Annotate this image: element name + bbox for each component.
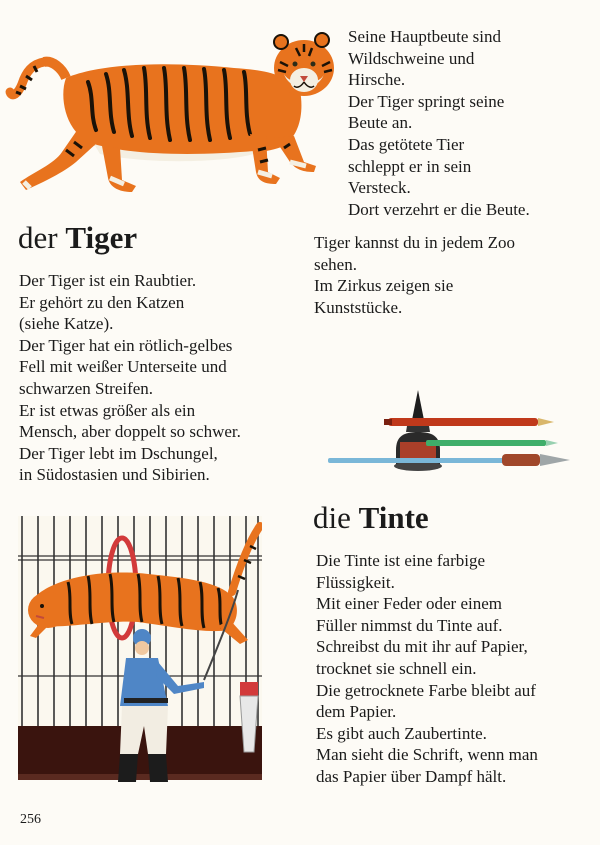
text-line: Der Tiger springt seine xyxy=(348,91,505,111)
tiger-heading xyxy=(18,220,137,256)
text-line: Der Tiger hat ein rötlich-gelbes xyxy=(19,335,233,355)
text-line: Mit einer Feder oder einem xyxy=(316,594,502,614)
text-line: Mensch, aber doppelt so schwer. xyxy=(19,422,241,442)
text-line: Der Tiger lebt im Dschungel, xyxy=(19,443,218,463)
text-line: (siehe Katze). xyxy=(19,314,114,334)
tiger-right-indented-paragraph xyxy=(348,26,530,220)
text-line: Wildschweine und xyxy=(348,48,475,68)
text-line: Er gehört zu den Katzen xyxy=(19,292,185,312)
text-line: Das getötete Tier xyxy=(348,134,465,154)
tiger-walking-illustration xyxy=(4,22,340,200)
text-line: Man sieht die Schrift, wenn man xyxy=(316,745,538,765)
text-line: Schreibst du mit ihr auf Papier, xyxy=(316,637,528,657)
page-number: 256 xyxy=(20,812,41,827)
text-line: Versteck. xyxy=(348,178,411,198)
text-line: Flüssigkeit. xyxy=(316,572,395,592)
text-line: Die Tinte ist eine farbige xyxy=(316,551,486,570)
text-line: Beute an. xyxy=(348,113,413,133)
text-line: Der Tiger ist ein Raubtier. xyxy=(19,271,197,290)
text-line: Es gibt auch Zaubertinte. xyxy=(316,723,487,743)
text-line: Fell mit weißer Unterseite und xyxy=(19,357,227,377)
ink-and-pens-illustration xyxy=(326,380,576,476)
text-line: Er ist etwas größer als ein xyxy=(19,400,196,420)
text-line: schleppt er in sein xyxy=(348,156,472,176)
text-line: Kunststücke. xyxy=(314,297,403,317)
tiger-heading-word: Tiger xyxy=(65,220,138,255)
text-line: Seine Hauptbeute sind xyxy=(348,27,501,46)
text-line: trocknet sie schnell ein. xyxy=(316,658,477,678)
text-line: Füller nimmst du Tinte auf. xyxy=(316,615,503,635)
text-line: das Papier über Dampf hält. xyxy=(316,766,507,786)
text-line: Im Zirkus zeigen sie xyxy=(314,276,454,296)
text-line: Tiger kannst du in jedem Zoo xyxy=(314,233,515,252)
text-line: Die getrocknete Farbe bleibt auf xyxy=(316,680,536,700)
text-line: Dort verzehrt er die Beute. xyxy=(348,199,530,219)
tinte-heading xyxy=(313,500,429,536)
text-line: Hirsche. xyxy=(348,70,406,90)
text-line: in Südostasien und Sibirien. xyxy=(19,465,210,485)
tinte-heading-word: Tinte xyxy=(358,500,429,535)
tiger-right-paragraph xyxy=(314,232,515,318)
tinte-paragraph xyxy=(316,550,538,788)
text-line: sehen. xyxy=(314,254,357,274)
tiger-left-paragraph xyxy=(19,270,241,486)
tinte-heading-article: die xyxy=(313,500,351,535)
circus-tiger-illustration xyxy=(18,516,262,810)
text-line: dem Papier. xyxy=(316,702,397,722)
tiger-heading-article: der xyxy=(18,220,58,255)
text-line: schwarzen Streifen. xyxy=(19,378,154,398)
